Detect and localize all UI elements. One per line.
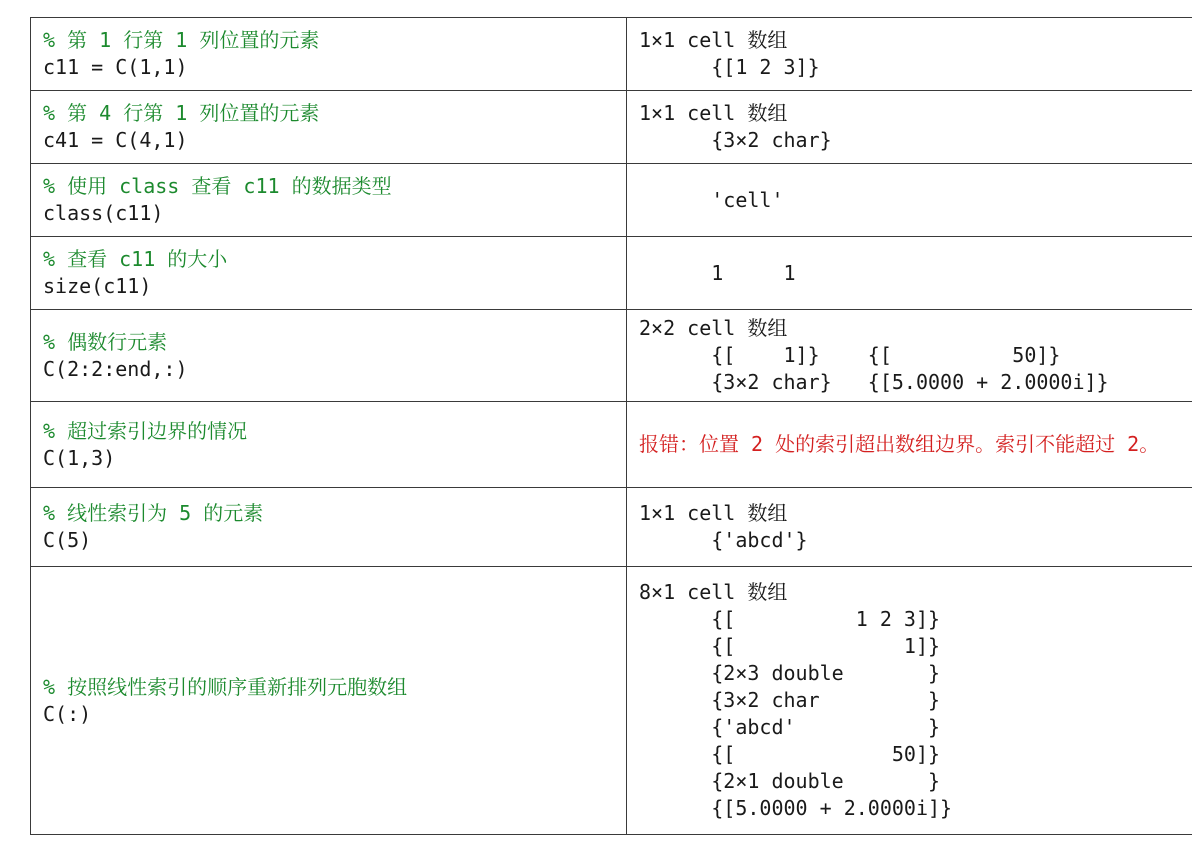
output-cell bbox=[627, 91, 1192, 164]
code-statement: c11 = C(1,1) bbox=[43, 55, 188, 79]
table-row bbox=[31, 18, 1192, 91]
code-statement: C(2:2:end,:) bbox=[43, 356, 188, 381]
output-cell bbox=[627, 310, 1192, 402]
code-comment: % 查看 c11 的大小 bbox=[43, 247, 228, 271]
output-cell bbox=[627, 488, 1192, 567]
code-cell bbox=[31, 237, 627, 310]
table-row bbox=[31, 567, 1192, 835]
command-output: 1×1 cell 数组 {'abcd'} bbox=[639, 501, 808, 552]
code-cell bbox=[31, 164, 627, 237]
code-cell bbox=[31, 91, 627, 164]
code-comment: % 第 1 行第 1 列位置的元素 bbox=[43, 28, 320, 52]
table-row bbox=[31, 237, 1192, 310]
output-cell bbox=[627, 402, 1192, 488]
command-output: 'cell' bbox=[639, 187, 784, 212]
table-row bbox=[31, 164, 1192, 237]
code-statement: size(c11) bbox=[43, 274, 152, 298]
code-cell bbox=[31, 402, 627, 488]
table-row bbox=[31, 310, 1192, 402]
code-comment: % 超过索引边界的情况 bbox=[43, 418, 248, 443]
code-comment: % 按照线性索引的顺序重新排列元胞数组 bbox=[43, 674, 408, 699]
code-comment: % 线性索引为 5 的元素 bbox=[43, 501, 264, 525]
command-output: 2×2 cell 数组 {[ 1]} {[ 50]} {3×2 char} {[5.0000 + 2.0000i]} bbox=[639, 316, 1109, 394]
code-cell bbox=[31, 310, 627, 402]
code-comment: % 偶数行元素 bbox=[43, 329, 168, 354]
code-cell bbox=[31, 567, 627, 835]
table-row bbox=[31, 91, 1192, 164]
command-output: 1×1 cell 数组 {[1 2 3]} bbox=[639, 28, 820, 79]
code-comment: % 使用 class 查看 c11 的数据类型 bbox=[43, 174, 392, 198]
table-row bbox=[31, 402, 1192, 488]
code-statement: C(:) bbox=[43, 701, 92, 726]
table-row bbox=[31, 488, 1192, 567]
code-statement: C(5) bbox=[43, 528, 92, 552]
code-statement: class(c11) bbox=[43, 201, 164, 225]
output-cell bbox=[627, 164, 1192, 237]
code-cell bbox=[31, 488, 627, 567]
code-comment: % 第 4 行第 1 列位置的元素 bbox=[43, 101, 320, 125]
code-cell bbox=[31, 18, 627, 91]
command-output: 1 1 bbox=[639, 260, 796, 285]
matlab-cell-indexing-table bbox=[30, 17, 1192, 835]
command-output: 8×1 cell 数组 {[ 1 2 3]} {[ 1]} {2×3 double } {3×2 char } {'abcd' } {[ 50]} {2×1 double } {[5.0000 + 2.0000i]} bbox=[639, 580, 953, 820]
output-cell bbox=[627, 237, 1192, 310]
output-cell bbox=[627, 18, 1192, 91]
code-statement: c41 = C(4,1) bbox=[43, 128, 188, 152]
output-cell bbox=[627, 567, 1192, 835]
error-message: 报错：位置 2 处的索引超出数组边界。索引不能超过 2。 bbox=[639, 432, 1160, 456]
code-statement: C(1,3) bbox=[43, 445, 116, 470]
command-output: 1×1 cell 数组 {3×2 char} bbox=[639, 101, 832, 152]
